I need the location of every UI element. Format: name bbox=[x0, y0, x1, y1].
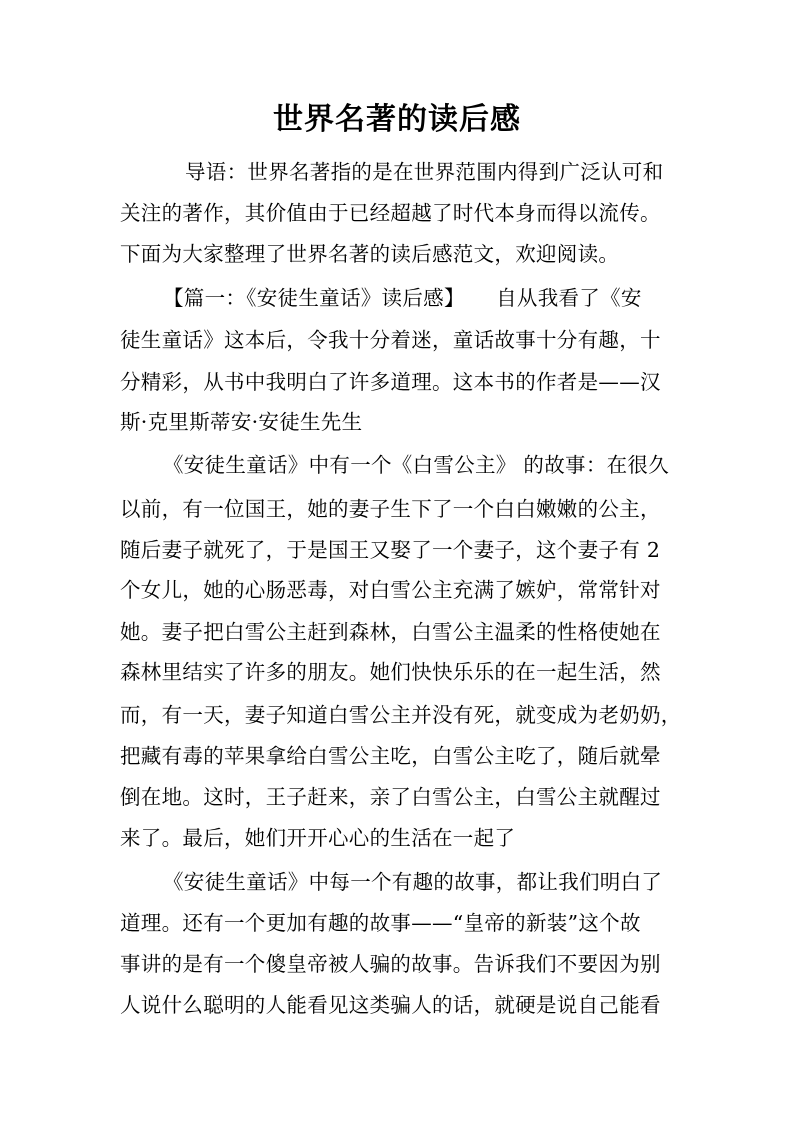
body-line: 人说什么聪明的人能看见这类骗人的话，就硬是说自己能看 bbox=[120, 993, 661, 1017]
body-line: 下面为大家整理了世界名著的读后感范文，欢迎阅读。 bbox=[120, 242, 620, 266]
body-line: 导语：世界名著指的是在世界范围内得到广泛认可和 bbox=[185, 160, 664, 184]
body-line: 斯·克里斯蒂安·安徒生先生 bbox=[120, 410, 363, 434]
body-line: 关注的著作，其价值由于已经超越了时代本身而得以流传。 bbox=[120, 201, 661, 225]
section-heading-line: 【篇一：《安徒生童话》读后感】 自从我看了《安 bbox=[163, 286, 642, 310]
body-line: 把藏有毒的苹果拿给白雪公主吃，白雪公主吃了，随后就晕 bbox=[120, 744, 661, 768]
body-line: 道理。还有一个更加有趣的故事——“皇帝的新装”这个故 bbox=[120, 911, 641, 935]
body-line: 倒在地。这时，王子赶来，亲了白雪公主，白雪公主就醒过 bbox=[120, 785, 661, 809]
body-line: 分精彩，从书中我明白了许多道理。这本书的作者是——汉 bbox=[120, 370, 661, 394]
body-line: 森林里结实了许多的朋友。她们快快乐乐的在一起生活，然 bbox=[120, 660, 661, 684]
body-line: 而，有一天，妻子知道白雪公主并没有死，就变成为老奶奶， bbox=[120, 703, 682, 727]
body-line: 来了。最后，她们开开心心的生活在一起了 bbox=[120, 826, 516, 850]
document-title: 世界名著的读后感 bbox=[273, 102, 521, 137]
body-line: 《安徒生童话》中每一个有趣的故事，都让我们明白了 bbox=[163, 870, 663, 894]
body-line: 随后妻子就死了，于是国王又娶了一个妻子，这个妻子有 2 bbox=[120, 538, 661, 562]
body-line: 她。妻子把白雪公主赶到森林，白雪公主温柔的性格使她在 bbox=[120, 620, 661, 644]
body-line: 徒生童话》这本后，令我十分着迷，童话故事十分有趣，十 bbox=[120, 328, 661, 352]
body-line: 《安徒生童话》中有一个《白雪公主》 的故事：在很久 bbox=[163, 453, 670, 477]
body-line: 事讲的是有一个傻皇帝被人骗的故事。告诉我们不要因为别 bbox=[120, 952, 661, 976]
body-line: 个女儿，她的心肠恶毒，对白雪公主充满了嫉妒，常常针对 bbox=[120, 578, 661, 602]
body-line: 以前，有一位国王，她的妻子生下了一个白白嫩嫩的公主， bbox=[120, 497, 661, 521]
